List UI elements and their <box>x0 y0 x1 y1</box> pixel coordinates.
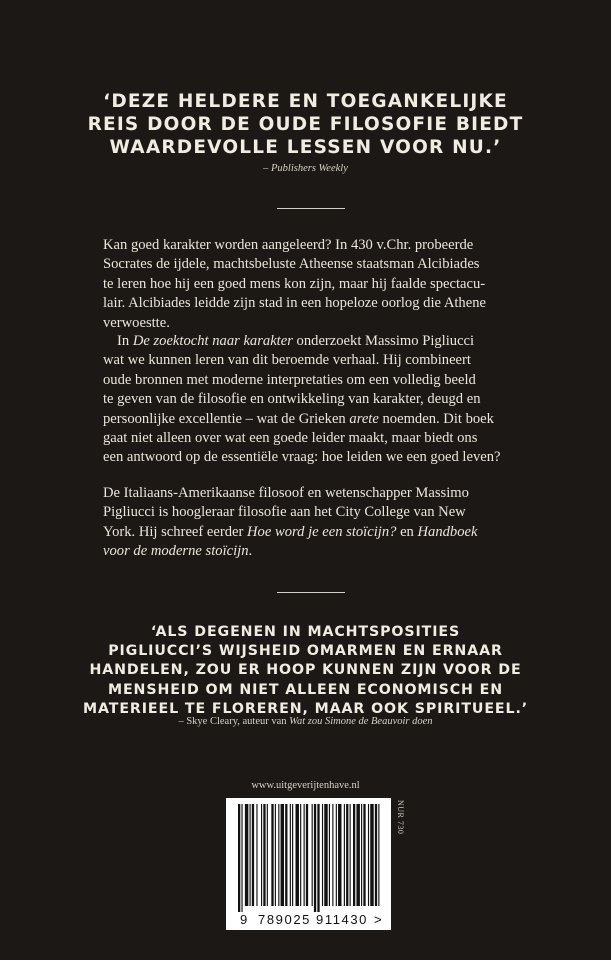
barcode-bar <box>285 804 287 906</box>
book-title: De zoektocht naar karakter <box>132 333 293 349</box>
barcode-bar <box>256 804 257 906</box>
quote-line: HANDELEN, ZOU ER HOOP KUNNEN ZIJN VOOR DE <box>89 662 522 679</box>
barcode-bar <box>271 804 273 906</box>
barcode-bar <box>278 804 279 906</box>
barcode-bar <box>275 804 276 906</box>
barcode-bar <box>314 804 316 912</box>
barcode-end-mark: > <box>374 912 382 927</box>
barcode-bar <box>350 804 351 906</box>
barcode-bar <box>267 804 268 906</box>
barcode-bar <box>317 804 319 912</box>
description-paragraph-2: In De zoektocht naar karakter onderzoekt Massimo Pigliucci wat we kunnen leren van dit beroemde verhaal. Hij combineert oude bronnen met moderne interpretaties om een volledig beeld te geven van de filosofie en ontwikkeling van karakter, deugd en persoonlijke excellentie – wat de Grieken arete noemden. Dit boek gaat niet alleen over wat een goede leider maakt, maar biedt ons een antwoord op de essentiële vraag: hoe leiden we een goed leven? <box>103 333 501 466</box>
barcode-bar <box>370 804 373 906</box>
top-quote-attribution: – Publishers Weekly <box>263 163 348 174</box>
barcode-bar <box>332 804 333 906</box>
quote-line: ‘ALS DEGENEN IN MACHTSPOSITIES <box>150 624 461 640</box>
quote-line: PIGLIUCCI’S WIJSHEID OMARMEN EN ERNAAR <box>108 643 503 660</box>
quote-line: WAARDEVOLLE LESSEN VOOR NU.’ <box>109 137 502 158</box>
publisher-url: www.uitgeverijtenhave.nl <box>251 780 360 791</box>
top-review-quote <box>0 90 611 159</box>
barcode-bar <box>378 804 379 906</box>
bottom-quote-attribution: – Skye Cleary, auteur van Wat zou Simone de Beauvoir doen <box>178 716 433 727</box>
barcode-bar <box>353 804 355 906</box>
barcode-bar <box>263 804 265 906</box>
barcode-bar <box>361 804 362 906</box>
barcode-bar <box>324 804 327 906</box>
author-bio: De Italiaans-Amerikaanse filosoof en wetenschapper Massimo Pigliucci is hoogleraar filosofie aan het City College van New York. Hij schreef eerder Hoe word je een stoïcijn? en Handboek voor de moderne stoïcijn. <box>103 485 478 560</box>
barcode-bar <box>252 804 254 906</box>
barcode-bar <box>300 804 301 906</box>
quote-line: MENSHEID OM NIET ALLEEN ECONOMISCH EN <box>107 681 504 698</box>
quote-line: ‘DEZE HELDERE EN TOEGANKELIJKE <box>103 91 508 112</box>
description-paragraph-1: Kan goed karakter worden aangeleerd? In 430 v.Chr. probeerde Socrates de ijdele, machtsbeluste Atheense staatsman Alcibiades te leren hoe hij een goed mens kon zijn, maar hij faalde spectacu- lair. Alcibiades leidde zijn stad in een hopeloze oorlog die Athene verwoestte. <box>103 237 486 331</box>
divider <box>277 208 345 209</box>
barcode-bar <box>296 804 299 906</box>
barcode-bar <box>363 804 365 906</box>
barcode-bar <box>336 804 337 906</box>
barcode-bar <box>346 804 348 906</box>
bottom-review-quote <box>0 623 611 719</box>
barcode-bar <box>304 804 305 906</box>
barcode-bar <box>292 804 293 906</box>
divider <box>277 592 345 593</box>
barcode-bar <box>281 804 284 906</box>
barcode-bar <box>356 804 359 906</box>
barcode-bar <box>261 804 262 906</box>
barcode-bar <box>375 804 377 906</box>
barcode-graphic <box>226 798 391 930</box>
barcode-bar <box>322 804 323 906</box>
barcode-bar <box>241 804 242 912</box>
isbn-barcode <box>226 798 391 930</box>
barcode-bar <box>306 804 308 906</box>
nur-code: NUR 730 <box>396 800 405 835</box>
quote-line: REIS DOOR DE OUDE FILOSOFIE BIEDT <box>87 114 524 135</box>
barcode-first-digit: 9 <box>240 912 248 927</box>
barcode-bar <box>368 804 369 906</box>
barcode-group-1: 789025 <box>258 912 311 927</box>
barcode-bar <box>245 804 248 906</box>
barcode-bar <box>250 804 251 906</box>
quote-line: MATERIEEL TE FLOREREN, MAAR OOK SPIRITUEEL.’ <box>82 700 529 717</box>
barcode-bar <box>238 804 240 912</box>
barcode-bar <box>344 804 345 906</box>
barcode-bar <box>329 804 330 906</box>
barcode-bar <box>290 804 291 906</box>
barcode-group-2: 911430 <box>316 912 369 927</box>
barcode-bar <box>338 804 341 906</box>
barcode-bar <box>312 804 313 906</box>
